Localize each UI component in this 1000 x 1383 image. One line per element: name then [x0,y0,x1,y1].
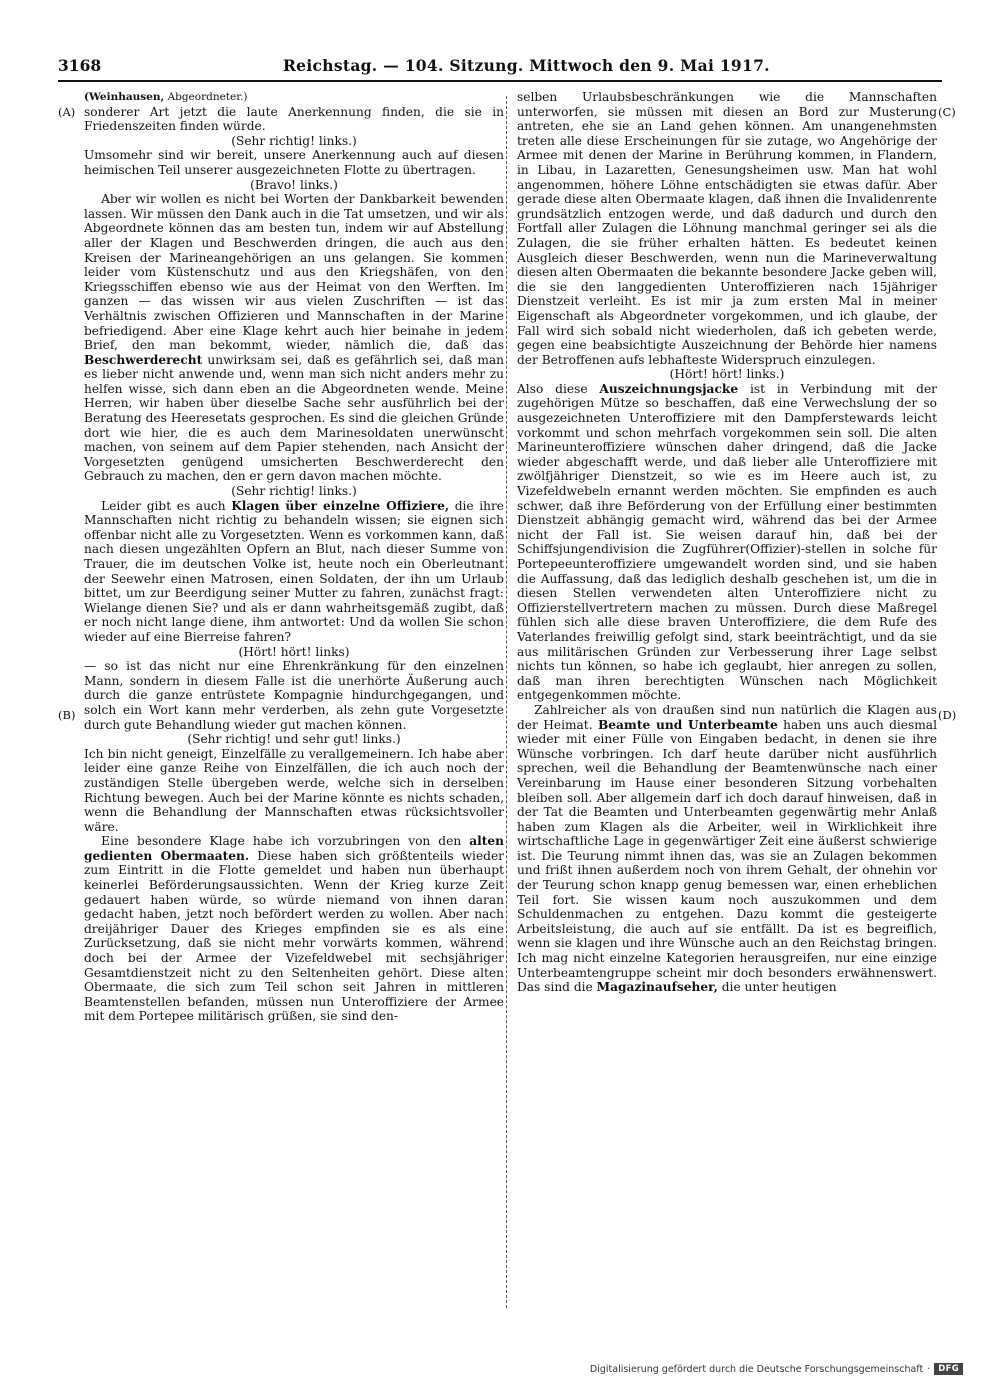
text-run: die ihre Mannschaften nicht richtig zu behandeln wissen; sie eignen sich offenbar nicht alle zu Vorgesetzten. Wenn es vorkommen kann, daß nach diesen ungezählten Opfern an Blut, nach dieser Summe von Trauer, die im deutschen Volke ist, heute noch ein Oberleutnant der Seewehr einen Matrosen, einen Soldaten, der ihn um Urlaub bittet, um zur Beerdigung seiner Mutter zu fahren, zunächst fragt: Wielange dienen Sie? und als er dann wahrheitsgemäß zugibt, daß er noch nicht lange diene, ihm antwortet: Und da wollen Sie schon wieder auf eine Bierreise fahren? [84,498,504,644]
margin-mark-a: (A) [58,105,76,119]
running-title: Reichstag. — 104. Sitzung. Mittwoch den 9. Mai 1917. [283,56,770,75]
text-run: Aber wir wollen es nicht bei Worten der Dankbarkeit bewenden lassen. Wir müssen den Dank auch in die Tat umsetzen, und wir als Abgeordnete können das am besten tun, indem wir auf Abstellung aller der Klagen und Beschwerden dringen, die auch aus den Kreisen der Marineangehörigen an uns gelangen. Sie kommen leider vom Küstenschutz und aus den Kriegshäfen, von den Kriegsschiffen ebenso wie aus der Heimat von den Werften. Im ganzen — das wissen wir aus vielen Zuschriften — ist das Verhältnis zwischen Offizieren und Mannschaften in der Marine befriedigend. Aber eine Klage kehrt auch hier beinahe in jedem Brief, den man bekommt, wieder, nämlich die, daß das [84,192,504,353]
page-header [58,56,940,78]
emphasis: Beschwerderecht [84,352,203,367]
interjection: (Hört! hört! links) [238,644,350,659]
paragraph: selben Urlaubsbeschränkungen wie die Mannschaften unterworfen, sie müssen mit diesen an Bord zur Musterung antreten, ehe sie an Land gehen können. Am unangenehmsten treten alle diese Erscheinungen für sie zutage, wo Angehörige der Armee mit denen der Marine in Berührung kommen, in Flandern, in Libau, in Lazaretten, Genesungsheimen usw. Man hat wohl angenommen, höhere Löhne entschädigten sie etwas dafür. Aber gerade diese alten Obermaate klagen, daß ihnen die Invalidenrente grundsätzlich entzogen werde, und daß dadurch und durch den Fortfall aller Zulagen die Löhnung manchmal geringer sei als die Zulagen, die sie früher erhalten hätten. Es bedeutet keinen Ausgleich dieser Beschwerden, wenn nun die Marineverwaltung diesen alten Obermaaten die bekannte besondere Jacke geben will, die sie den langgedienten Unteroffizieren nach 15jähriger Dienstzeit verleiht. Es ist mir ja zum ersten Mal in meiner Eigenschaft als Abgeordneter vorgekommen, und ich glaube, der Fall wird sich sobald nicht wiederholen, daß ich gebeten werde, gegen eine beabsichtigte Auszeichnung der Behörde hier namens der Betroffenen aufs lebhafteste Widerspruch einzulegen. [517,90,937,367]
page-number: 3168 [58,56,102,75]
emphasis: Magazinaufseher, [596,980,718,995]
margin-mark-c: (C) [938,105,956,119]
text-run: die unter heutigen [721,980,837,995]
left-column [84,90,504,1024]
paragraph: sonderer Art jetzt die laute Anerkennung finden, die sie in Friedenszeiten finden würde. [84,104,504,134]
column-divider [506,96,507,1308]
emphasis: alten gedienten Obermaaten. [84,834,505,863]
interjection: (Hört! hört! links.) [669,367,785,382]
dfg-logo: DFG [934,1363,963,1375]
text-run: Leider gibt es auch [101,498,226,513]
interjection: (Sehr richtig! und sehr gut! links.) [187,732,401,747]
header-rule [58,80,942,82]
text-run: unwirksam sei, daß es gefährlich sei, daß man es lieber nicht anwende und, wenn man sich nicht anders mehr zu helfen wisse, sich dann eben an die Abgeordneten wende. Meine Herren, wir haben über dieselbe Sache sehr ausführlich bei der Beratung des Heeresetats gesprochen. Es sind die gleichen Gründe dort wie hier, die es auch dem Marinesoldaten unerwünscht machen, von seinem auf dem Papier stehenden, nach Ansicht der Vorgesetzten genügend umsicherten Beschwerderecht den Gebrauch zu machen, den er gern davon machen möchte. [84,352,505,484]
funding-note: Digitalisierung gefördert durch die Deutsche Forschungsgemeinschaft [589,1363,924,1375]
margin-mark-b: (B) [58,708,76,722]
paragraph [517,703,937,995]
emphasis: Beamte und Unterbeamte [597,717,778,732]
interjection: (Sehr richtig! links.) [231,484,357,499]
text-run: haben uns auch diesmal wieder mit einer Fülle von Eingaben bedacht, in denen sie ihre Wünsche vorbringen. Ich darf heute darüber nicht ausführlich sprechen, weil die Behandlung der Beamtenwünsche nach einer Vereinbarung im Hause einer besonderen Sitzung vorbehalten bleiben soll. Aber allgemein darf ich doch darauf hinweisen, daß in der Tat die Beamten und Unterbeamten gegenwärtig mehr Anlaß haben zum Klagen als die Arbeiter, weil in Wirklichkeit ihre wirtschaftliche Lage in gegenwärtiger Zeit eine äußerst schwierige ist. Die Teurung nimmt ihnen das, was sie an Zulagen bekommen und frißt ihnen außerdem noch von ihrem Gehalt, der ohnehin vor der Teurung schon knapp genug bemessen war, einen erheblichen Teil fort. Sie wissen kaum noch auszukommen und dem Schuldenmachen zu entgehen. Dazu kommt die gesteigerte Arbeitsleistung, die auch auf sie entfällt. Da ist es begreiflich, wenn sie klagen und ihre Wünsche auch an den Reichstag bringen. Ich mag nicht einzelne Kategorien herausgreifen, nur eine einzige Unterbeamtengruppe scheint mir doch besonders erwähnenswert. Das sind die [517,717,937,995]
paragraph [84,834,504,1024]
speaker-role: Abgeordneter.) [167,91,248,103]
paragraph: Ich bin nicht geneigt, Einzelfälle zu verallgemeinern. Ich habe aber leider eine ganze Reihe von Einzelfällen, die ich auch noch der zuständigen Stelle übergeben werde, welche sich in derselben Richtung bewegen. Auch bei der Marine könnte es nichts schaden, wenn die Behandlung der Mannschaften etwas rücksichtsvoller wäre. [84,746,504,834]
paragraph [84,192,504,484]
right-column [517,90,937,995]
interjection: (Sehr richtig! links.) [231,133,357,148]
margin-mark-d: (D) [938,708,957,722]
paragraph: Umsomehr sind wir bereit, unsere Anerkennung auch auf diesen heimischen Teil unserer ausgezeichneten Flotte zu übertragen. [84,148,504,177]
emphasis: Klagen über einzelne Offiziere, [231,498,450,513]
interjection: (Bravo! links.) [250,177,338,192]
text-run: Zahlreicher als von draußen sind nun natürlich die Klagen aus der Heimat. [517,702,937,732]
speaker-name: (Weinhausen, [84,91,165,103]
paragraph [84,499,504,645]
paragraph [517,382,937,703]
text-run: Also diese [517,381,588,396]
text-run: Eine besondere Klage habe ich vorzubringen von den [101,834,462,849]
emphasis: Auszeichnungsjacke [599,381,739,396]
footer: Digitalisierung gefördert durch die Deutsche Forschungsgemeinschaft · DFG [590,1361,963,1377]
text-run: Diese haben sich größtenteils wieder zum Eintritt in die Flotte gemeldet und haben nun überhaupt keinerlei Beförderungsaussichten. Wenn der Krieg kurze Zeit gedauert haben würde, so würde niemand von ihnen daran gedacht haben, jetzt noch befördert werden zu wollen. Aber nach dreijähriger Dauer des Krieges empfinden sie es als eine Zurücksetzung, daß sie nicht mehr vorwärts kommen, während doch bei der Armee der Vizefeldwebel mit sechsjähriger Gesamtdienstzeit nicht zu den Seltenheiten gehört. Diese alten Obermaate, die sich zum Teil schon seit Jahren in mittleren Beamtenstellen befanden, müssen nun Unteroffiziere der Armee mit dem Portepee militärisch grüßen, sie sind den- [84,848,504,1024]
text-run: ist in Verbindung mit der zugehörigen Mütze so beschaffen, daß eine Verwechslung der so ausgezeichneten Unteroffiziere mit den Dampferstewards leicht vorkommt und schon mehrfach vorgekommen sein soll. Die alten Marineunteroffiziere wünschen daher dringend, daß die Jacke wieder abgeschafft werde, und daß lieber alle Unteroffiziere mit zwölfjähriger Dienstzeit, so wie es im Heere auch ist, zu Vizefeldwebeln ernannt werden möchten. Sie empfinden es auch schwer, daß ihre Beförderung von der Erfüllung einer bestimmten Dienstzeit abhängig gemacht wird, während das bei der Armee nicht der Fall ist. Sie weisen darauf hin, daß bei der Schiffsjungendivision die Zugführer(Offizier)-stellen in solche für Portepeeunteroffiziere umgewandelt worden sind, und sie haben die Auffassung, daß das lediglich deshalb geschehen ist, um die in diesen Stellen verwendeten alten Unteroffiziere nicht zu Offizierstellvertretern machen zu müssen. Durch diese Maßregel fühlen sich alle diese braven Unteroffiziere, die dem Rufe des Vaterlandes freiwillig gefolgt sind, stark beeinträchtigt, und da sie aus militärischen Gründen zur Verbesserung ihrer Lage selbst nichts tun können, so habe ich geglaubt, hier anregen zu sollen, daß man ihren berechtigten Wünschen nach Möglichkeit entgegenkommen möchte. [517,381,938,703]
paragraph: — so ist das nicht nur eine Ehrenkränkung für den einzelnen Mann, sondern in diesem Falle ist die unerhörte Äußerung auch durch die ganze entrüstete Kompagnie hindurchgegangen, und solch ein Wort kann mehr verderben, als zehn gute Vorgesetzte durch gute Behandlung wieder gut machen können. [84,659,504,732]
speaker-line [84,90,504,105]
